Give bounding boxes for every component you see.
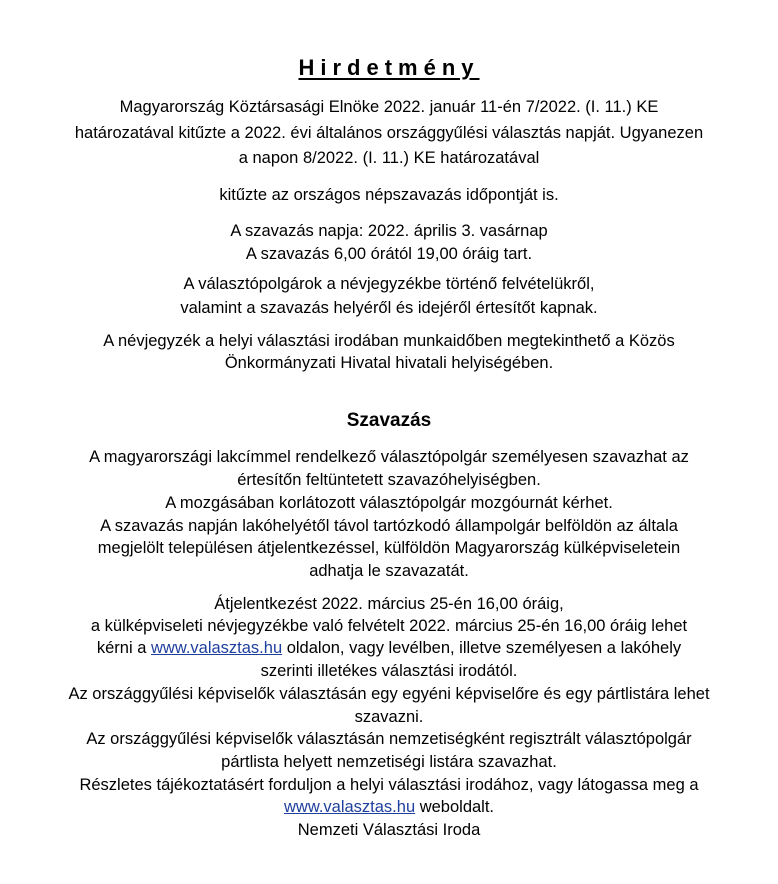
transfer-line-6: szavazni. [354, 708, 424, 726]
transfer-line-3 [0, 637, 778, 659]
voting-heading: Szavazás [346, 410, 432, 431]
valasztas-link-2[interactable]: www.valasztas.hu [283, 798, 416, 816]
intro-line-3: a napon 8/2022. (I. 11.) KE határozatával [238, 149, 540, 167]
transfer-line-10-post: weboldalt. [415, 798, 495, 816]
transfer-line-5: Az országgyűlési képviselők választásán egy egyéni képviselőre és egy pártlistára lehet [68, 685, 710, 703]
register-line-2: Önkormányzati Hivatal hivatali helyiségében. [224, 354, 554, 372]
valasztas-link-1[interactable]: www.valasztas.hu [150, 639, 283, 657]
transfer-line-7: Az országgyűlési képviselők választásán nemzetiségként regisztrált választópolgár [86, 730, 692, 748]
voting-line-4: A szavazás napján lakóhelyétől távol tartózkodó állampolgár belföldön az általa [100, 517, 678, 535]
intro-line-2: határozatával kitűzte a 2022. évi általános országgyűlési választás napját. Ugyanezen [74, 124, 704, 142]
voting-date: A szavazás napja: 2022. április 3. vasárnap [230, 222, 548, 240]
voting-line-1: A magyarországi lakcímmel rendelkező választópolgár személyesen szavazhat az [89, 448, 689, 466]
intro-line-1: Magyarország Köztársasági Elnöke 2022. január 11-én 7/2022. (I. 11.) KE [119, 98, 659, 116]
transfer-line-4: szerinti illetékes választási irodától. [260, 662, 518, 680]
register-line-1: A névjegyzék a helyi választási irodában munkaidőben megtekinthető a Közös [103, 332, 675, 350]
transfer-line-10 [0, 796, 778, 818]
document-title: Hirdetmény [298, 55, 480, 80]
transfer-line-1: Átjelentkezést 2022. március 25-én 16,00 óráig, [214, 595, 564, 613]
notice-line-1: A választópolgárok a névjegyzékbe történő felvételükről, [183, 275, 595, 293]
voting-line-3: A mozgásában korlátozott választópolgár mozgóurnát kérhet. [165, 494, 613, 512]
voting-line-6: adhatja le szavazatát. [309, 562, 469, 580]
signature: Nemzeti Választási Iroda [297, 821, 481, 839]
transfer-line-9: Részletes tájékoztatásért forduljon a helyi választási irodához, vagy látogassa meg a [79, 776, 699, 794]
transfer-line-2: a külképviseleti névjegyzékbe való felvételt 2022. március 25-én 16,00 óráig lehet [90, 617, 688, 635]
notice-line-2: valamint a szavazás helyéről és idejéről értesítőt kapnak. [180, 299, 598, 317]
voting-hours: A szavazás 6,00 órától 19,00 óráig tart. [245, 245, 533, 263]
voting-line-2: értesítőn feltüntetett szavazóhelyiségben. [237, 471, 541, 489]
transfer-line-3-post: oldalon, vagy levélben, illetve személyesen a lakóhely [282, 639, 682, 657]
intro-line-4: kitűzte az országos népszavazás időpontját is. [219, 186, 559, 204]
transfer-line-8: pártlista helyett nemzetiségi listára szavazhat. [221, 753, 557, 771]
transfer-line-3-pre: kérni a [96, 639, 151, 657]
voting-line-5: megjelölt településen átjelentkezéssel, külföldön Magyarország külképviseletein [97, 539, 681, 557]
